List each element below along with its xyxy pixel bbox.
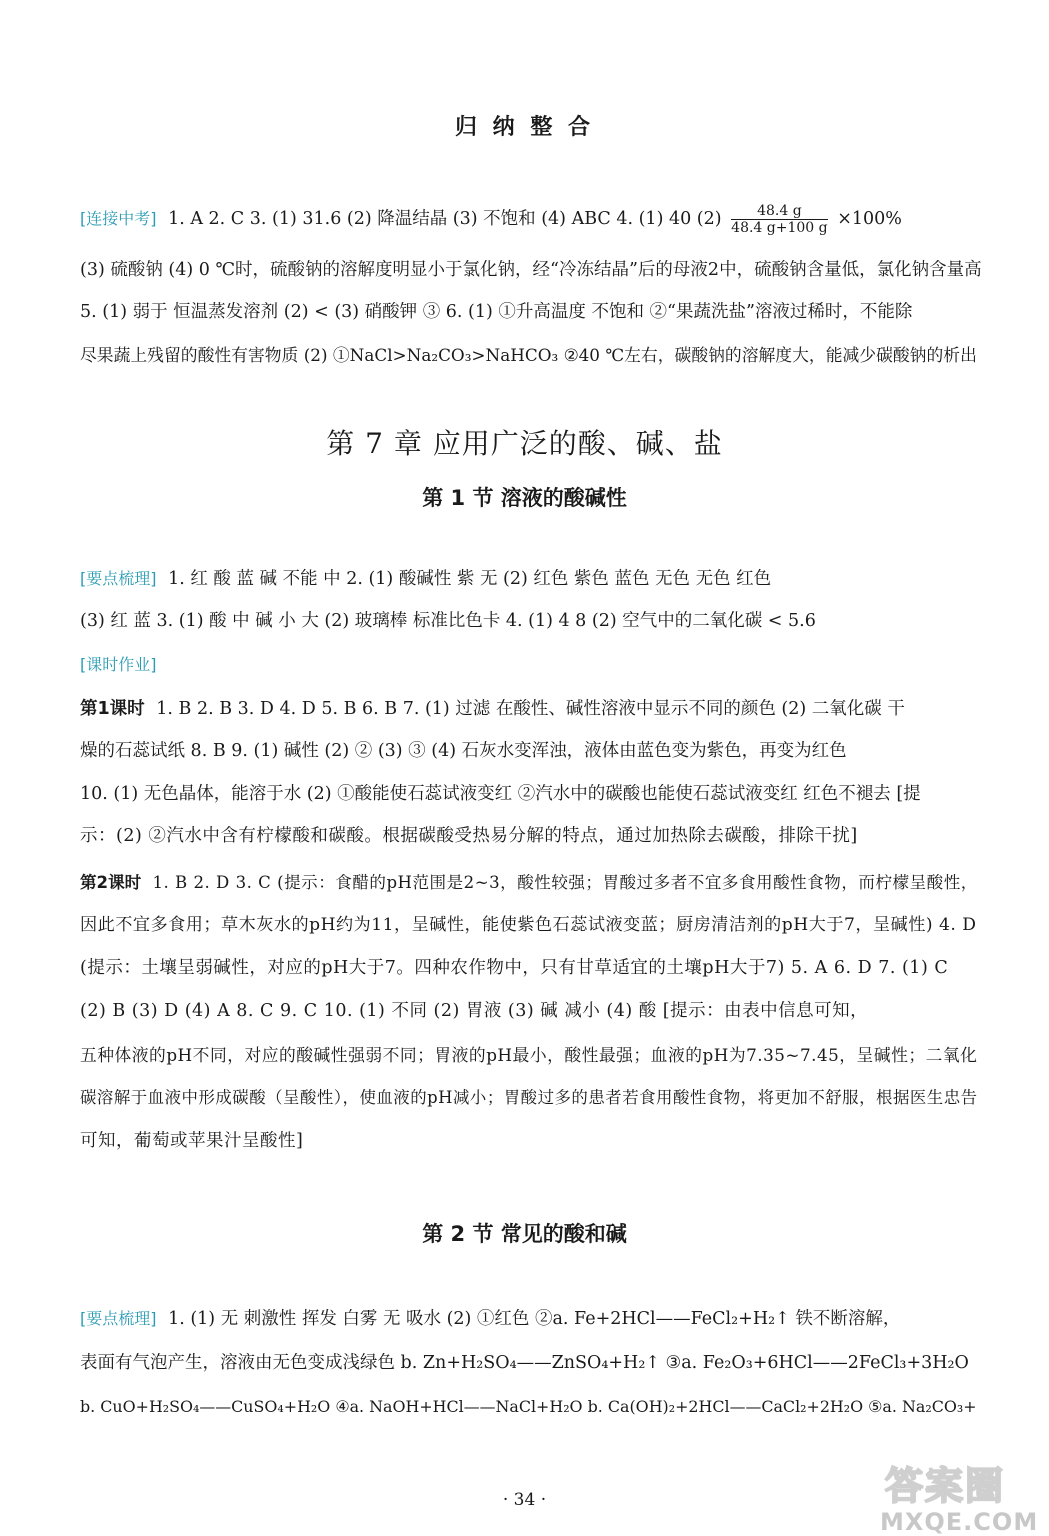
lesson1-label: 第1课时: [80, 699, 145, 719]
lesson1-text-1: 1. B 2. B 3. D 4. D 5. B 6. B 7. (1) 过滤 在酸性、碱性溶液中显示不同的颜色 (2) 二氧化碳 干: [156, 699, 905, 719]
fraction-denominator: 48.4 g+100 g: [731, 220, 828, 236]
section-title-summary: 归 纳 整 合: [455, 115, 594, 140]
lesson2-label: 第2课时: [80, 873, 142, 892]
acids-key-line-2: 表面有气泡产生，溶液由无色变成浅绿色 b. Zn+H₂SO₄——ZnSO₄+H₂↑ ③a. Fe₂O₃+6HCl——2FeCl₃+3H₂O: [80, 1353, 969, 1373]
lesson2-line-6: 碳溶解于血液中形成碳酸（呈酸性），使血液的pH减小；胃酸过多的患者若食用酸性食物，将更加不舒服，根据医生忠告: [80, 1088, 978, 1107]
lesson2-line-7: 可知，葡萄或苹果汁呈酸性]: [80, 1131, 304, 1151]
lesson2-line-4: (2) B (3) D (4) A 8. C 9. C 10. (1) 不同 (2) 胃液 (3) 碱 减小 (4) 酸 [提示：由表中信息可知，: [80, 1001, 869, 1021]
lesson1-line-1: [80, 696, 995, 722]
acids-key-line-1: [80, 1306, 995, 1332]
watermark-logo: 答案圈: [885, 1464, 1006, 1508]
acids-key-text-1: 1. (1) 无 刺激性 挥发 白雾 无 吸水 (2) ①红色 ②a. Fe+2HCl——FeCl₂+H₂↑ 铁不断溶解，: [168, 1309, 901, 1329]
section-title-acidity: 第 1 节 溶液的酸碱性: [422, 486, 627, 510]
lesson1-line-3: 10. (1) 无色晶体，能溶于水 (2) ①酸能使石蕊试液变红 ②汽水中的碳酸也能使石蕊试液变红 红色不褪去 [提: [80, 784, 921, 804]
acids-key-line-3: b. CuO+H₂SO₄——CuSO₄+H₂O ④a. NaOH+HCl——NaCl+H₂O b. Ca(OH)₂+2HCl——CaCl₂+2H₂O ⑤a. Na₂CO₃+: [80, 1397, 977, 1416]
fraction-suffix: ×100%: [837, 209, 902, 229]
summary-line-4: 尽果蔬上残留的酸性有害物质 (2) ①NaCl>Na₂CO₃>NaHCO₃ ②40 ℃左右，碳酸钠的溶解度大，能减少碳酸钠的析出: [80, 345, 977, 365]
tag-key-points-2: [要点梳理]: [80, 1309, 157, 1328]
fraction: [731, 203, 827, 236]
lesson2-line-2: 因此不宜多食用；草木灰水的pH约为11，呈碱性，能使紫色石蕊试液变蓝；厨房清洁剂的pH大于7，呈碱性) 4. D: [80, 915, 977, 935]
fraction-numerator: 48.4 g: [731, 203, 827, 220]
lesson2-line-5: 五种体液的pH不同，对应的酸碱性强弱不同；胃液的pH最小，酸性最强；血液的pH为7.35~7.45，呈碱性；二氧化: [80, 1045, 978, 1065]
tag-key-points: [要点梳理]: [80, 569, 157, 588]
key-points-line-1: [80, 566, 995, 592]
summary-line-1-text: 1. A 2. C 3. (1) 31.6 (2) 降温结晶 (3) 不饱和 (4) ABC 4. (1) 40 (2): [168, 209, 722, 229]
homework-tag-line: [80, 652, 995, 678]
key-points-line-2: (3) 红 蓝 3. (1) 酸 中 碱 小 大 (2) 玻璃棒 标准比色卡 4. (1) 4 8 (2) 空气中的二氧化碳 < 5.6: [80, 611, 816, 631]
summary-line-2: (3) 硫酸钠 (4) 0 ℃时，硫酸钠的溶解度明显小于氯化钠，经“冷冻结晶”后的母液2中，硫酸钠含量低，氯化钠含量高: [80, 260, 982, 280]
summary-line-1: [80, 203, 995, 236]
lesson1-line-4: 示：(2) ②汽水中含有柠檬酸和碳酸。根据碳酸受热易分解的特点，通过加热除去碳酸，排除干扰]: [80, 826, 858, 846]
section-title-acids-bases: 第 2 节 常见的酸和碱: [422, 1222, 627, 1246]
key-points-text-1: 1. 红 酸 蓝 碱 不能 中 2. (1) 酸碱性 紫 无 (2) 红色 紫色 蓝色 无色 无色 红色: [168, 569, 772, 589]
lesson1-line-2: 燥的石蕊试纸 8. B 9. (1) 碱性 (2) ② (3) ③ (4) 石灰水变浑浊，液体由蓝色变为紫色，再变为红色: [80, 741, 847, 761]
lesson2-line-1: [80, 870, 995, 896]
tag-homework: [课时作业]: [80, 655, 157, 674]
tag-exam-link: [连接中考]: [80, 209, 157, 228]
page-number: · 34 ·: [502, 1490, 547, 1510]
lesson2-line-3: (提示：土壤呈弱碱性，对应的pH大于7。四种农作物中，只有甘草适宜的土壤pH大于7) 5. A 6. D 7. (1) C: [80, 958, 949, 978]
lesson2-text-1: 1. B 2. D 3. C (提示：食醋的pH范围是2~3，酸性较强；胃酸过多者不宜多食用酸性食物，而柠檬呈酸性，: [152, 873, 978, 892]
watermark-url: MXQE.COM: [880, 1508, 1039, 1536]
chapter-title: 第 7 章 应用广泛的酸、碱、盐: [326, 427, 723, 460]
summary-line-3: 5. (1) 弱于 恒温蒸发溶剂 (2) < (3) 硝酸钾 ③ 6. (1) ①升高温度 不饱和 ②“果蔬洗盐”溶液过稀时，不能除: [80, 302, 913, 322]
